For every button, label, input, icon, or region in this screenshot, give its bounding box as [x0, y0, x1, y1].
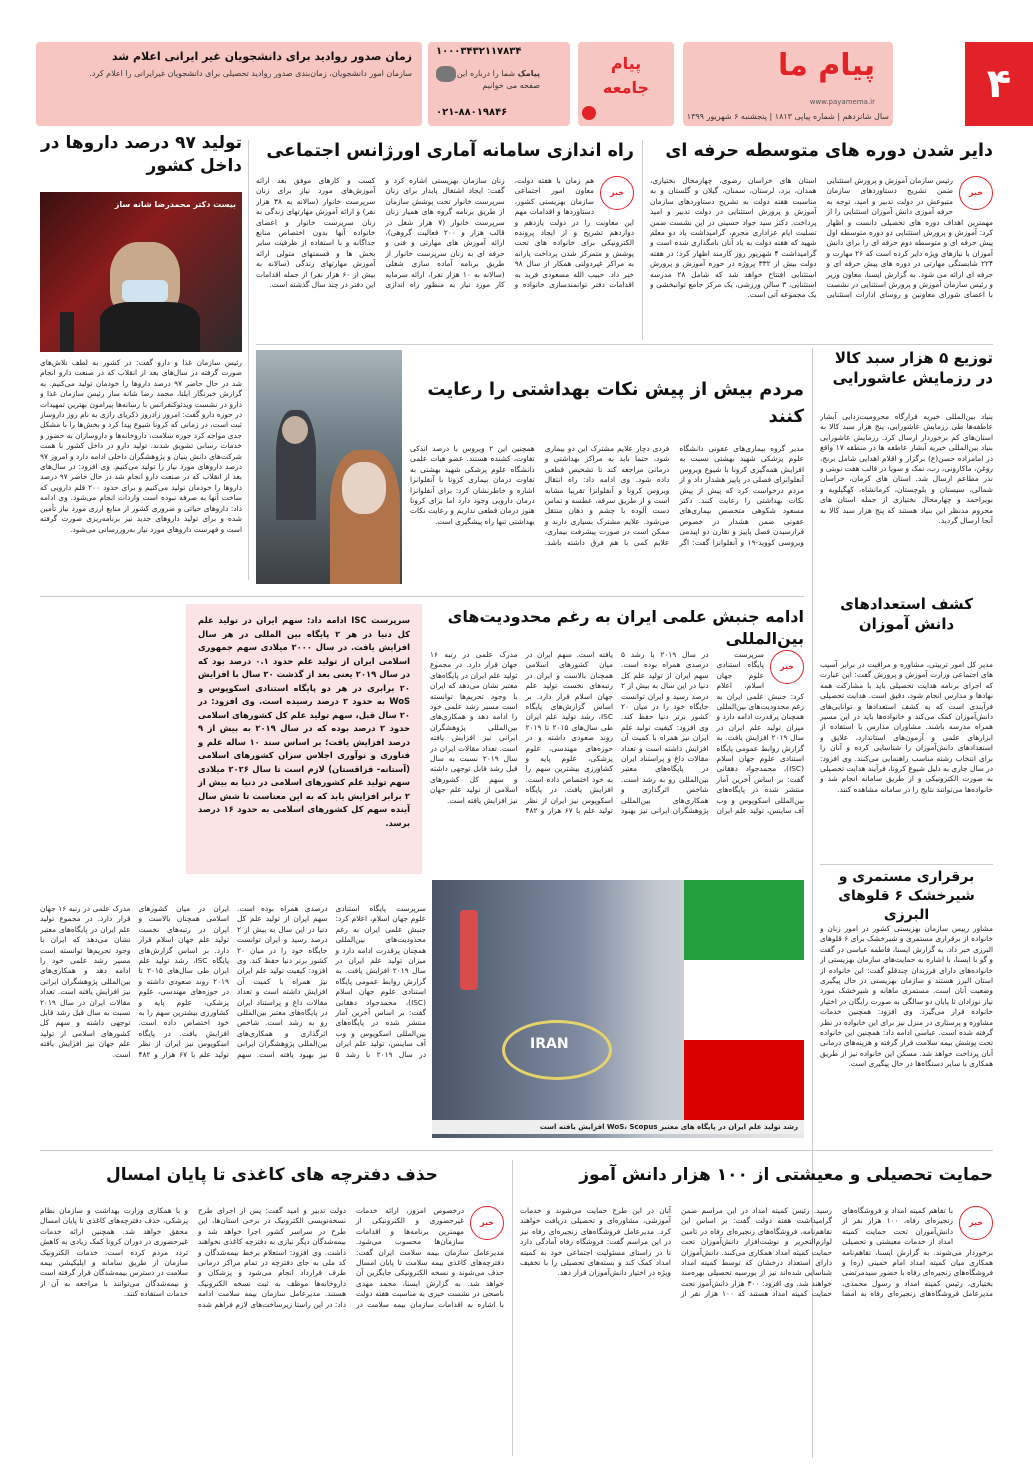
headline: کشف استعدادهای دانش آموزان — [840, 595, 973, 634]
photo-caption: رشد تولید علم ایران در پایگاه های معتبر WoS، Scopus افزایش یافته است — [432, 1120, 804, 1134]
photo-street-masks — [256, 350, 402, 584]
article-text: مدیر کل امور تربیتی، مشاوره و مراقبت در برابر آسیب های اجتماعی وزارت آموزش و پرورش گفت: این عبارت که اجرای برنامه هدایت تحصیلی باید با مشارکت همه نهادها و مدارس انجام شود، دقیق است. هدایت تحصیلی فرآیندی است که به کشف استعدادها و توانایی‌های دانش‌آموزان کمک می‌کند و خانواده‌ها باید در این مسیر همراه مدرسه باشند. مشاوران مدارس با استفاده از ابزارهای علمی و آزمون‌های استاندارد، علایق و استعدادهای دانش‌آموزان را شناسایی کرده و آنان را برای انتخاب رشته مناسب راهنمایی می‌کنند. وی افزود: در سال جاری به دلیل شیوع کرونا، فرآیند هدایت تحصیلی به صورت الکترونیکی و از طریق سامانه انجام شد و خانواده‌ها می‌توانند نتایج را در سامانه مشاهده کنند. — [820, 660, 993, 794]
article-continued: سرپرست پایگاه استنادی علوم جهان اسلام، اعلام کرد: جنبش علمی ایران به رغم محدودیت‌های بین‌المللی همچنان پرقدرت ادامه دارد و میزان تولید علم ایران در سال ۲۰۱۹ افزایش یافت. به گزارش روابط عمومی پایگاه استنادی علوم جهان اسلام (ISC)، محمدجواد دهقانی گفت: بر اساس آخرین آمار منتشر شده در پایگاه‌های بین‌المللی اسکوپوس و وب آف ساینس، تولید علم ایران در سال ۲۰۱۹ با رشد ۵ درصدی همراه بوده است. سهم ایران از تولید علم کل دنیا در این سال به بیش از ۲ درصد رسید و ایران توانست جایگاه خود را در میان ۲۰ کشور برتر دنیا حفظ کند. وی افزود: کیفیت تولید علم ایران نیز همراه با کمیت آن افزایش داشته است و تعداد مقالات داغ و پراستناد ایران در پایگاه‌های معتبر بین‌المللی رو به رشد است. شاخص اثرگذاری و همکاری‌های بین‌المللی پژوهشگران ایرانی نیز بهبود یافته است. سهم ایران در میان کشورهای اسلامی همچنان بالاست و ایران در رتبه‌های نخست تولید علم جهان اسلام قرار دارد. بر اساس گزارش‌های پایگاه ISC، رشد تولید علم ایران طی سال‌های ۲۰۱۵ تا ۲۰۱۹ روند صعودی داشته و در حوزه‌های مهندسی، علوم پزشکی، علوم پایه و کشاورزی بیشترین سهم را به خود اختصاص داده است. افزایش یافت. در پایگاه اسکوپوس نیز ایران از نظر تولید علم با ۶۷ هزار و ۴۸۲ مدرک علمی در رتبه ۱۶ جهان قرار دارد. در مجموع تولید علم ایران در پایگاه‌های معتبر نشان می‌دهد که ایران با وجود تحریم‌ها توانسته است مسیر رشد علمی خود را ادامه دهد و همکاری‌های بین‌المللی پژوهشگران ایرانی نیز افزایش یافته است. تعداد مقالات ایران در سال ۲۰۱۹ نسبت به سال قبل رشد قابل توجهی داشته و سهم کل کشورهای اسلامی از تولید علم جهان نیز افزایش یافته است. — [40, 904, 426, 1059]
sms-text — [450, 68, 540, 92]
article-text: رئیس سازمان آموزش و پرورش استثنایی ضمن تشریح دستاوردهای سازمان متبوعش در دولت تدبیر و امید، توجه به حرفه آموزی دانش آموزان استثنایی را از مهمترین اهداف دوره های تحصیلی دانست و اظهار کرد: آموزش و پرورش استثنایی دو دوره متوسطه اول پیش حرفه ای و متوسطه دوم حرفه ای را برای دانش آموزان با نیازهای ویژه دایر کرده است که ۲۶ مهارت و ۲۲۴ شایستگی مهارتی در دوره های پیش حرفه ای و حرفه ای ارائه می شود. به گزارش ایسنا، معاون وزیر و رئیس سازمان آموزش و پرورش استثنایی در نشست با اعضای شورای معاونین و روسای ادارات استثنایی استان های خراسان رضوی، چهارمحال بختیاری، همدان، یزد، لرستان، سمنان، گیلان و گلستان و به مناسبت هفته دولت به تشریح دستاوردهای سازمان آموزش و پرورش استثنایی در دولت تدبیر و امید پرداخت. دکتر سید جواد حسینی در این نشست ضمن تسلیت ایام عزاداری محرم، گرامیداشت یاد دو معلم شهید که هفته دولت به یاد آنان نامگذاری شده است و گرامیداشت ۴ شهریور روز کارمند اظهار کرد: در هفته دولت بیش از ۳۳۲ پروژه در حوزه آموزش و پرورش استثنایی افتتاح خواهد شد که شامل ۲۸ مدرسه استثنایی، ۳ سالن ورزشی، یک مرکز جامع توانبخشی و یک مجموعه آتی است. — [650, 176, 993, 300]
site-url: www.payamema.ir — [809, 98, 875, 106]
headline: حمایت تحصیلی و معیشتی از ۱۰۰ هزار دانش آموز — [579, 1165, 993, 1185]
news-tag: خبر — [770, 650, 804, 684]
headline: تولید ۹۷ درصد داروها در داخل کشور — [41, 133, 242, 176]
article-text: بنیاد بین‌المللی خیریه قرارگاه محرومیت‌زدایی آبشار عاطفه‌ها طی رزمایش عاشورایی، پنج هزار سبد کالا به استان‌های کم برخوردار ارسال کرد. رزمایش عاشورایی بنیاد بین‌المللی خیریه آبشار عاطفه ها در منطقه ۱۷ واقع در امامزاده حسن(ع) برگزار و اقلام اهدایی شامل برنج، روغن، ماکارونی، رب، نمک و سویا در قالب هفت نوبتی و نذر مطاعم ارسال شد. استان های کرمان، خراسان شمالی، سیستان و بلوچستان، کرمانشاه، کهگیلویه و بویراحمد و چهارمحال بختیاری از جمله استان های محروم مدنظر این بنیاد هستند که پنج هزار سبد کالا به آنجا ارسال گردید. — [820, 412, 993, 526]
article-text: رئیس سازمان غذا و دارو گفت: در کشور به لطف تلاش‌های صورت گرفته در سال‌های بعد از انقلاب که در صنعت دارو انجام شد در حال حاضر ۹۷ درصد داروها را خودمان تولید می‌کنیم. به گزارش خبرنگار ایلنا، محمد رضا شانه ساز رئیس سازمان غذا و دارو در نشست ویدئوکنفرانس با رسانه‌ها پیرامون بهترین تمهیدات در حوزه دارو گفت: امروز زادروز ذکریای رازی به نام روز داروساز ثبت است، در زمانی که کرونا شیوع پیدا کرد و بخش‌ها را با مشکل جدی مواجه کرد حوزه سلامت، داروخانه‌ها و داروسازان به حضور و خدمات رسانی تشویق شدند. تولید دارو در داخل کشور با همت شرکت‌های دانش بنیان و پژوهشگران داخلی ادامه دارد و امروز ۹۷ درصد داروهای مورد نیاز را تولید می‌کنیم. وی افزود: در سال‌های بعد از انقلاب که در صنعت دارو انجام شد در حال حاضر ۹۷ درصد داروها را خودمان تولید می‌کنیم و برای حدود ۲۰۰ قلم دارویی که ساخت آنها به صرفه نبوده است واردات انجام می‌شود. وی ادامه داد: داروهای حیاتی و ضروری کشور از منابع ارزی مورد نیاز تأمین شده و برای تولید داروهای جدید نیز برنامه‌ریزی صورت گرفته است و فهرست داروهای مورد نیاز به‌روزرسانی می‌شود. — [40, 358, 242, 534]
section-line2: جامعه — [602, 78, 650, 97]
section-line1: پیام — [610, 54, 642, 73]
quote-text: سرپرست ISC ادامه داد: سهم ایران در تولید علم کل دنیا در هر ۲ پایگاه بین المللی در هر سال افزایش یافت. در سال ۲۰۰۰ میلادی سهم جمهوری اسلامی ایران از تولید علم حدود ۰.۱ درصد بود که در سال ۲۰۱۹ یعنی بعد از گذشت ۲۰ سال با افزایش ۲۰ برابری در هر دو پایگاه استنادی اسکوپوس و WoS به حدود ۲ درصد رسیده است. وی افزود: در ۲۰ سال قبل، سهم تولید علم کل کشورهای اسلامی حدود ۲ درصد بوده که در سال ۲۰۱۹ به بیش از ۹ درصد افزایش یافت؛ بر اساس سند ۱۰ ساله علم و فناوری و نوآوری اجلاس سران کشورهای اسلامی (آستانه- قزاقستان) لازم است تا سال ۲۰۲۶ میلادی سهم تولید علم کشورهای اسلامی در دنیا به بیش از ۲ برابر افزایش یابد که به این معناست تا شش سال آینده سهم کل کشورهای اسلامی به حدود ۱۶ درصد برسد. — [198, 615, 411, 828]
article-text: مشاور رییس سازمان بهزیستی کشور در امور زنان و خانواده از برقراری مستمری و شیرخشک برای ۶ قلوهای البرزی خبر داد. به گزارش ایسنا، فاطمه عباسی در گفت و گو با ایسنا، با اشاره به حمایت‌های سازمان بهزیستی از خانواده‌های دارای فرزندان چندقلو گفت: این خانواده از استان البرز هستند و سازمان بهزیستی در حال پیگیری وضعیت آنان است. مستمری ماهانه و شیرخشک مورد نیاز نوزادان تا پایان دو سالگی به صورت رایگان در اختیار خانواده قرار می‌گیرد. وی افزود: همچنین خدمات مشاوره و پرستاری در منزل نیز برای این خانواده در نظر گرفته شده است. عباسی ادامه داد: همچنین این خانواده تحت پوشش بیمه سلامت قرار گرفته و هزینه‌های درمانی آنان پرداخت خواهد شد. مسکن این خانواده نیز از طریق همکاری با سایر دستگاه‌ها در حال پیگیری است. — [820, 924, 993, 1069]
news-tag: خبر — [959, 1206, 993, 1240]
sms-number: ۱۰۰۰۳۴۳۲۱۱۷۸۳۴ — [436, 46, 522, 57]
article-body — [256, 176, 634, 338]
news-tag: خبر — [600, 176, 634, 210]
header-news-title: زمان صدور روادید برای دانشجویان غیر ایرانی اعلام شد — [111, 50, 412, 63]
headline: راه اندازی سامانه آماری اورژانس اجتماعی — [266, 141, 634, 161]
headline: برقراری مستمری و شیرخشک ۶ قلوهای البرزی — [838, 869, 975, 923]
article-body — [40, 1206, 504, 1456]
article-text: با تفاهم کمیته امداد و فروشگاه‌های زنجیره‌ای رفاه، ۱۰۰ هزار نفر از دانش‌آموزان تحت حمایت کمیته امداد از خدمات معیشتی و تحصیلی برخوردار می‌شوند. به گزارش ایسنا، تفاهم‌نامه همکاری میان کمیته امداد امام خمینی (ره) و فروشگاه‌های زنجیره‌ای رفاه با حضور سیدمرتضی بختیاری، رئیس کمیته امداد و رسول محمدی، مدیرعامل فروشگاه‌های زنجیره‌ای رفاه به امضا رسید. رئیس کمیته امداد در این مراسم ضمن گرامیداشت هفته دولت گفت: بر اساس این تفاهم‌نامه، فروشگاه‌های زنجیره‌ای رفاه در تامین لوازم‌التحریر و نوشت‌افزار دانش‌آموزان تحت حمایت کمیته امداد همکاری می‌کنند. دانش‌آموزان دارای استعداد درخشان که توسط کمیته امداد شناسایی شده‌اند نیز از بورسیه تحصیلی بهره‌مند خواهند شد. وی افزود: ۳۰۰ هزار دانش‌آموز تحت حمایت کمیته امداد هستند که ۱۰۰ هزار نفر از آنان در این طرح حمایت می‌شوند و خدمات آموزشی، مشاوره‌ای و تحصیلی دریافت خواهند کرد. مدیرعامل فروشگاه‌های زنجیره‌ای رفاه نیز در این مراسم گفت: فروشگاه رفاه آمادگی دارد تا در راستای مسئولیت اجتماعی خود به کمیته امداد کمک کند و بسته‌های تحصیلی را با تخفیف ویژه در اختیار دانش‌آموزان قرار دهد. — [520, 1206, 993, 1299]
issue-meta: سال شانزدهم | شماره پیاپی ۱۸۱۳ | پنجشنبه ۶ شهریور ۱۳۹۹ — [686, 112, 889, 121]
header-news-text: سازمان امور دانشجویان، زمان‌بندی صدور روادید تحصیلی برای دانشجویان غیرایرانی را اعلام کرد. — [89, 69, 412, 78]
phone-number: ۰۲۱-۸۸۰۱۹۸۴۶ — [436, 107, 508, 118]
headline: ادامه جنبش علمی ایران به رغم محدودیت‌های بین‌المللی — [447, 607, 804, 648]
article-body — [410, 444, 804, 584]
iran-label: IRAN — [530, 1036, 569, 1052]
sms-body: شما را درباره این صفحه می خوانیم — [456, 69, 540, 90]
news-tag: خبر — [959, 176, 993, 210]
headline: توزیع ۵ هزار سبد کالا در رزمایش عاشورایی — [832, 349, 993, 388]
photo-official — [40, 192, 242, 352]
article-body — [650, 176, 993, 338]
sms-label: پیامک — [517, 69, 540, 78]
section-badge — [578, 42, 674, 126]
header-news — [36, 42, 422, 126]
article-text: مدیر گروه بیماری‌های عفونی دانشگاه علوم پزشکی شهید بهشتی نسبت به افزایش همه‌گیری کرونا با شیوع ویروس آنفلوانزای فصلی در پاییز هشدار داد و از مردم درخواست کرد که پیش از پیش نکات بهداشتی را رعایت کنند. دکتر مسعود شکوهی متخصص بیماری‌های عفونی ضمن هشدار در خصوص فرارسیدن فصل پاییز و تقارن دو اپیدمی ویروسی کووید-۱۹ و آنفلوانزا گفت: اگر فردی دچار علایم مشترک این دو بیماری شود، حتما باید به مراکز بهداشتی و درمانی مراجعه کند تا تشخیص قطعی داده شود. وی ادامه داد: راه انتقال ویروس کرونا و آنفلوانزا تقریبا مشابه است و از طریق سرفه، عطسه و تماس دست آلوده با چشم و دهان منتقل می‌شود. علایم مشترک بسیاری دارند و ممکن است در صورت پیشرفت بیماری، علایم کمی با هم فرق داشته باشد. همچنین این ۲ ویروس با درصد اندکی تفاوت، کشنده هستند. عضو هیات علمی دانشگاه علوم پزشکی شهید بهشتی به تفاوت درمان بیماری کرونا با آنفلوانزا اشاره و خاطرنشان کرد: برای آنفلوانزا درمان دارویی وجود دارد اما برای کرونا هنوز درمان قطعی نداریم و رعایت نکات بهداشتی تنها راه پیشگیری است. — [410, 444, 804, 547]
headline: مردم بیش از پیش نکات بهداشتی را رعایت کنند — [427, 379, 804, 427]
masthead-logo — [683, 42, 893, 126]
quote-box — [186, 604, 422, 874]
headline: حذف دفترچه های کاغذی تا پایان امسال — [106, 1165, 438, 1185]
article-body — [430, 650, 804, 870]
article-text: درخصوص امروز، ارائه خدمات غیرحضوری و الکترونیکی از مهمترین برنامه‌ها و اقدامات سازمان‌ها محسوب می‌شود. مدیرعامل سازمان بیمه سلامت ایران گفت: دفترچه‌های کاغذی بیمه سلامت تا پایان امسال حذف می‌شوند و نسخه الکترونیکی جایگزین آن خواهد شد. به گزارش ایسنا، محمد مهدی ناصحی در نشست خبری به مناسبت هفته دولت با اشاره به اقدامات سازمان بیمه سلامت در دولت تدبیر و امید گفت: پس از اجرای طرح نسخه‌نویسی الکترونیک در برخی استان‌ها، این طرح در سراسر کشور اجرا خواهد شد و بیمه‌شدگان دیگر نیازی به دفترچه کاغذی نخواهند داشت. وی افزود: استعلام برخط بیمه‌شدگان و کد ملی به جای دفترچه در تمام مراکز درمانی طرف قرارداد انجام می‌شود و پزشکان و داروخانه‌ها موظف به ثبت نسخه الکترونیک هستند. مدیرعامل سازمان بیمه سلامت ادامه داد: در این راستا زیرساخت‌های لازم فراهم شده و با همکاری وزارت بهداشت و سازمان نظام پزشکی، حذف دفترچه‌های کاغذی تا پایان امسال محقق خواهد شد. همچنین ارائه خدمات غیرحضوری در دوران کرونا کمک زیادی به کاهش تردد مردم کرده است. خدمات الکترونیک سازمان از طریق سامانه و اپلیکیشن بیمه سلامت در دسترس بیمه‌شدگان قرار گرفته است و بیمه‌شدگان می‌توانند با مراجعه به آن از خدمات استفاده کنند. — [40, 1206, 504, 1309]
article-text: سرپرست پایگاه استنادی علوم جهان اسلام، اعلام کرد: جنبش علمی ایران به رغم محدودیت‌های بین‌المللی همچنان پرقدرت ادامه دارد و میزان تولید علم ایران در سال ۲۰۱۹ افزایش یافت. به گزارش روابط عمومی پایگاه استنادی علوم جهان اسلام (ISC)، محمدجواد دهقانی گفت: بر اساس آخرین آمار منتشر شده در پایگاه‌های بین‌المللی اسکوپوس و وب آف ساینس، تولید علم ایران در سال ۲۰۱۹ با رشد ۵ درصدی همراه بوده است. سهم ایران از تولید علم کل دنیا در این سال به بیش از ۲ درصد رسید و ایران توانست جایگاه خود را در میان ۲۰ کشور برتر دنیا حفظ کند. وی افزود: کیفیت تولید علم ایران نیز همراه با کمیت آن افزایش داشته است و تعداد مقالات داغ و پراستناد ایران در پایگاه‌های معتبر بین‌المللی رو به رشد است. شاخص اثرگذاری و همکاری‌های بین‌المللی پژوهشگران ایرانی نیز بهبود یافته است. سهم ایران در میان کشورهای اسلامی همچنان بالاست و ایران در رتبه‌های نخست تولید علم جهان اسلام قرار دارد. بر اساس گزارش‌های پایگاه ISC، رشد تولید علم ایران طی سال‌های ۲۰۱۵ تا ۲۰۱۹ روند صعودی داشته و در حوزه‌های مهندسی، علوم پزشکی، علوم پایه و کشاورزی بیشترین سهم را به خود اختصاص داده است. افزایش یافت. در پایگاه اسکوپوس نیز ایران از نظر تولید علم با ۶۷ هزار و ۴۸۲ مدرک علمی در رتبه ۱۶ جهان قرار دارد. در مجموع تولید علم ایران در پایگاه‌های معتبر نشان می‌دهد که ایران با وجود تحریم‌ها توانسته است مسیر رشد علمی خود را ادامه دهد و همکاری‌های بین‌المللی پژوهشگران ایرانی نیز افزایش یافته است. تعداد مقالات ایران در سال ۲۰۱۹ نسبت به سال قبل رشد قابل توجهی داشته و سهم کل کشورهای اسلامی از تولید علم جهان نیز افزایش یافته است. — [430, 650, 804, 816]
article-body — [520, 1206, 993, 1456]
photo-iran-science — [432, 880, 804, 1138]
article-text: هم زمان با هفته دولت، معاون امور اجتماعی سازمان بهزیستی کشور، دستاوردها و اقدامات مهم این معاونت را در دولت یازدهم و دوازدهم تشریح و از ایجاد پرونده الکترونیکی برای خانواده های تحت پوشش و متمرکز شدن پرداخت یارانه به مراکز غیردولتی همکار از سال ۹۸ خبر داد. حبیب الله مسعودی فرید به اقدامات دفتر توانمندسازی خانواده و زنان سازمان بهزیستی اشاره کرد و گفت: ایجاد اشتغال پایدار برای زنان سرپرست خانوار تحت پوشش سازمان از طریق برنامه گروه های همیار زنان سرپرست خانوار (۷ هزار شغل در قالب هزار و ۲۰۰ فعالیت گروهی)، ارائه آموزش های مهارتی و فنی و حرفه ای به زنان سرپرست خانوار از طریق برنامه آماده سازی شغلی (سالانه به ۱۰ هزار نفر)، ارائه سرمایه کار مورد نیاز به منظور راه اندازی کسب و کارهای موفق بعد ارائه آموزش‌های مورد نیاز برای زنان سرپرست خانوار (سالانه به ۳۸ هزار نفر) و ارائه آموزش مهارتهای زندگی به زنان سرپرست خانوار و اعضای خانواده آنها بدون اختصاص منابع جداگانه و با استفاده از ظرفیت سایر بخش ها و قسمتهای متولی ارائه آموزش مهارتهای زندگی (سالانه به بیش از ۶۰ هزار نفر) از جمله اقدامات این دفتر در چند سال گذشته است. — [256, 176, 634, 290]
logo-text: پیام ما — [777, 48, 875, 83]
sms-box — [428, 42, 570, 126]
phone-icon — [582, 106, 596, 120]
photo-overlay-text: بیست دکتر محمدرضا شانه ساز — [114, 200, 236, 209]
headline: دایر شدن دوره های متوسطه حرفه ای — [665, 141, 993, 161]
page-number: ۴ — [965, 42, 1033, 126]
news-tag: خبر — [470, 1206, 504, 1240]
